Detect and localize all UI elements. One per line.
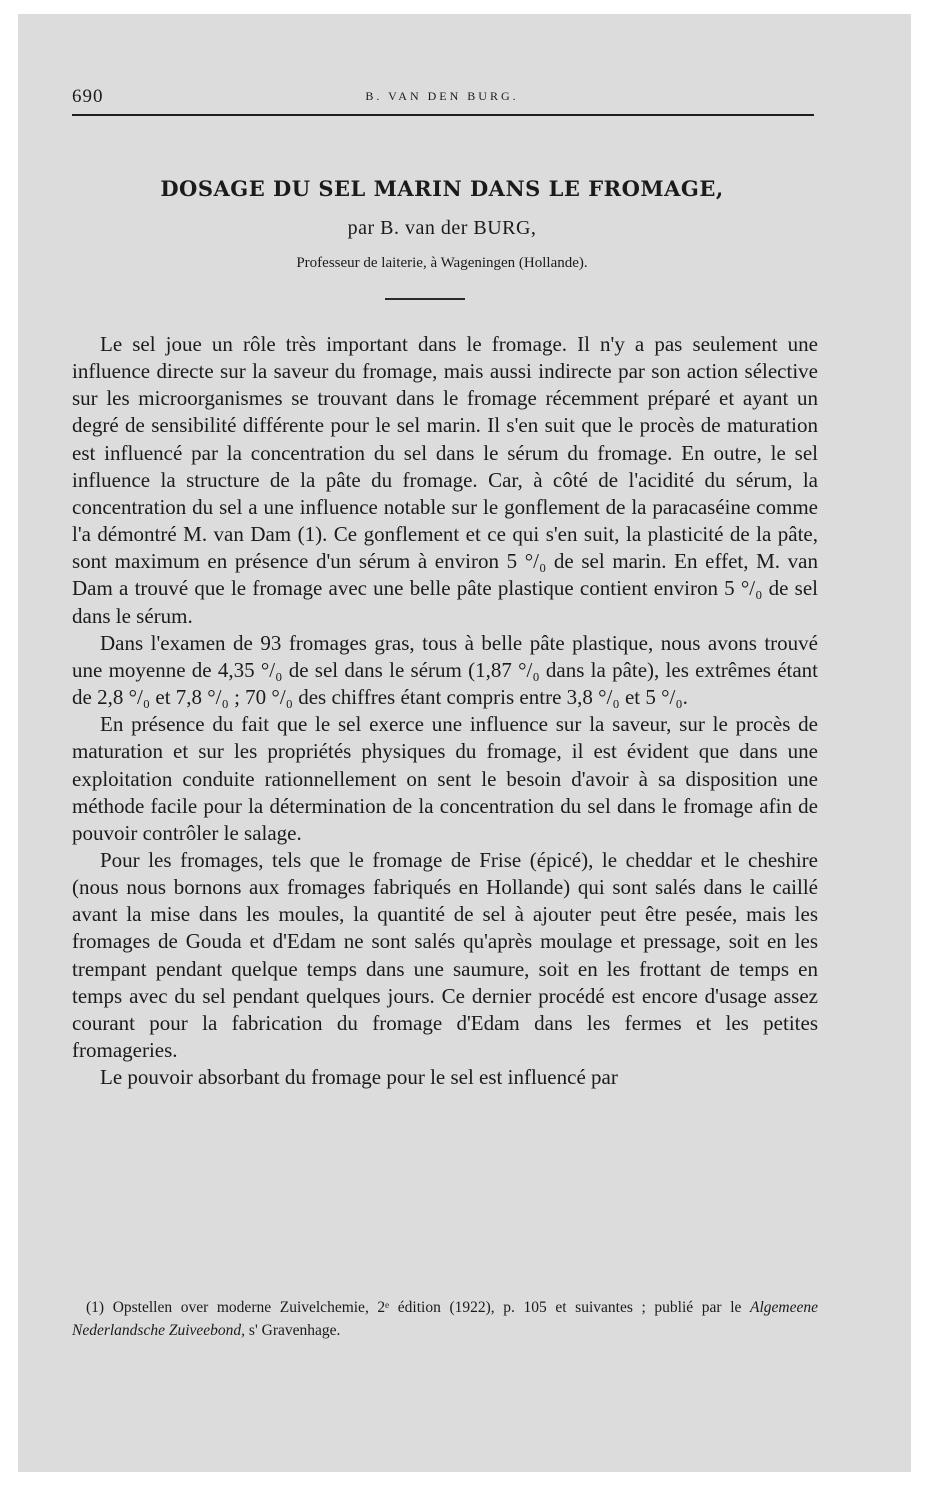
footnote-text xyxy=(72,1296,818,1342)
paragraph: Dans l'examen de 93 fromages gras, tous à belle pâte plastique, nous avons trouvé une moyenne de 4,35 °/₀ de sel dans le sérum (1,87 °/₀ dans la pâte), les extrêmes étant de 2,8 °/₀ et 7,8 °/₀ ; 70 °/₀ des chiffres étant compris entre 3,8 °/₀ et 5 °/₀. xyxy=(72,630,818,710)
paragraph: Pour les fromages, tels que le fromage de Frise (épicé), le cheddar et le cheshire (nous nous bornons aux fromages fabriqués en Hollande) qui sont salés dans le caillé avant la mise dans les moules, la quantité de sel à ajouter peut être pesée, mais les fromages de Gouda et d'Edam ne sont salés qu'après moulage et pressage, soit en les trempant pendant quelque temps dans une saumure, soit en les frottant de temps en temps avec du sel pendant quelques jours. Ce dernier procédé est encore d'usage assez courant pour la fabrication du fromage d'Edam dans les fermes et les petites fromageries. xyxy=(72,847,818,1063)
article-title: DOSAGE DU SEL MARIN DANS LE FROMAGE, xyxy=(160,176,724,201)
footnote-publisher: Algemeene Nederlandsche Zuiveebond, xyxy=(72,1299,818,1339)
paragraph: En présence du fait que le sel exerce une influence sur la saveur, sur le procès de maturation et sur les propriétés physiques du fromage, il est évident que dans une exploitation conduite rationnellement on sent le besoin d'avoir à sa disposition une méthode facile pour la détermination de la concentration du sel dans le fromage afin de pouvoir contrôler le salage. xyxy=(72,712,818,845)
footnote-text-after: s' Gravenhage. xyxy=(245,1322,341,1339)
running-head: B. VAN DEN BURG. xyxy=(365,89,519,103)
page-header xyxy=(72,86,812,110)
article-body xyxy=(72,331,818,1091)
author-affiliation: Professeur de laiterie, à Wageningen (Hollande). xyxy=(296,255,588,271)
page-number: 690 xyxy=(72,86,104,107)
footnote xyxy=(72,1296,818,1342)
article-byline: par B. van der BURG, xyxy=(347,217,537,239)
footnote-text-before: (1) Opstellen over moderne Zuivelchemie, 2ᵉ édition (1922), p. 105 et suivantes ; publié par le xyxy=(86,1299,750,1316)
header-rule xyxy=(72,114,814,116)
paragraph: Le pouvoir absorbant du fromage pour le sel est influencé par xyxy=(100,1065,618,1090)
paragraph: Le sel joue un rôle très important dans le fromage. Il n'y a pas seulement une influence directe sur la saveur du fromage, mais aussi indirecte par son action sélective sur les microorganismes se trouvant dans le fromage récemment préparé et ayant un degré de sensibilité différente pour le sel marin. Il s'en suit que le procès de maturation est influencé par la concentration du sel dans le sérum du fromage. En outre, le sel influence la structure de la pâte du fromage. Car, à côté de l'acidité du sérum, la concentration du sel a une influence notable sur le gonflement de la paracaséine comme l'a démontré M. van Dam (1). Ce gonflement et ce qui s'en suit, la plasticité de la pâte, sont maximum en présence d'un sérum à environ 5 °/₀ de sel marin. En effet, M. van Dam a trouvé que le fromage avec une belle pâte plastique contient environ 5 °/₀ de sel dans le sérum. xyxy=(72,332,818,628)
title-separator-rule xyxy=(385,298,465,300)
